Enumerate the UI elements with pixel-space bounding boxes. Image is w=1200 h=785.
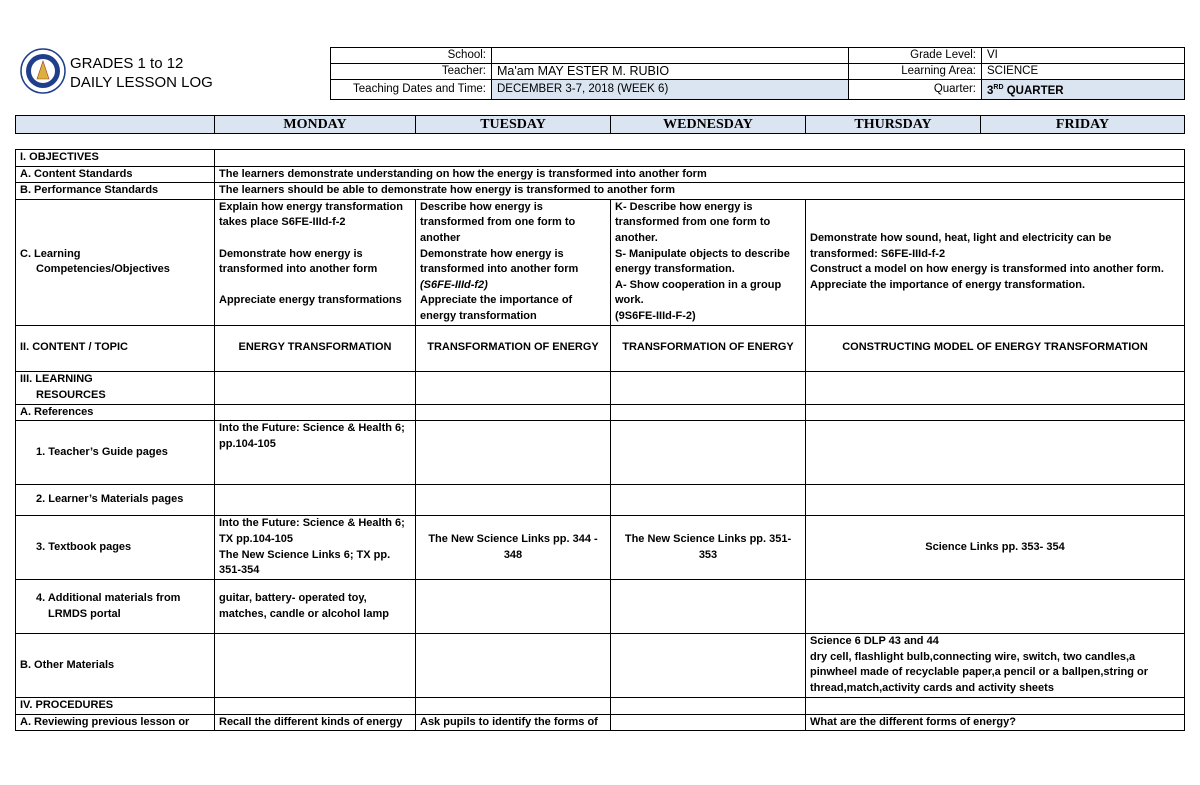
school-label: School:: [331, 48, 492, 64]
comp-mon-line: [219, 231, 411, 247]
content-monday: ENERGY TRANSFORMATION: [215, 325, 416, 371]
comp-thu-line: Construct a model on how energy is transformed into another form.: [810, 263, 1164, 276]
other-thursday-friday: [806, 634, 1185, 698]
competencies-wednesday: [611, 199, 806, 325]
teachers-guide-monday: [215, 421, 416, 485]
review-monday: Recall the different kinds of energy: [215, 714, 416, 731]
comp-wed-line: K- Describe how energy is: [615, 200, 753, 213]
comp-wed-line: transformed from one form to: [615, 216, 771, 229]
comp-mon-line: [219, 278, 411, 294]
additional-label-2: LRMDS portal: [48, 607, 121, 620]
comp-mon-line: Appreciate energy transformations: [219, 294, 402, 307]
objectives-label: I. OBJECTIVES: [16, 150, 215, 167]
procedures-monday: [215, 698, 416, 715]
teacher-value: Ma'am MAY ESTER M. RUBIO: [492, 64, 849, 80]
comp-wed-line: A- Show cooperation in a group: [615, 278, 782, 291]
comp-tue-line: another: [420, 231, 461, 244]
learners-materials-monday: [215, 485, 416, 516]
comp-tue-code: (S6FE-IIId-f2): [420, 278, 488, 291]
quarter-sup: RD: [993, 84, 1004, 91]
textbook-thursday-friday: Science Links pp. 353- 354: [806, 516, 1185, 580]
comp-tue-line: Demonstrate how energy is: [420, 247, 564, 260]
procedures-wednesday: [611, 698, 806, 715]
lesson-log-table: [15, 149, 1185, 731]
other-thu-line: pinwheel made of recyclable paper,a pencil or a ballpen,string or: [810, 666, 1149, 679]
competencies-tuesday: [416, 199, 611, 325]
performance-standards-label: B. Performance Standards: [16, 183, 215, 200]
day-header-monday: MONDAY: [215, 116, 416, 134]
comp-wed-line: energy transformation.: [615, 263, 735, 276]
learners-materials-label: 2. Learner’s Materials pages: [16, 485, 215, 516]
tb-mon-line: TX pp.104-105: [219, 533, 293, 546]
competencies-label-2: Competencies/Objectives: [36, 263, 170, 276]
competencies-thursday-friday: [806, 199, 1185, 325]
tb-wed-line: The New Science Links pp. 351-: [624, 533, 792, 546]
review-thursday: What are the different forms of energy?: [806, 714, 1185, 731]
title-line-1: GRADES 1 to 12: [70, 55, 184, 72]
comp-wed-line: S- Manipulate objects to describe: [615, 247, 790, 260]
teachers-guide-label: 1. Teacher’s Guide pages: [16, 421, 215, 485]
log-title: [70, 54, 213, 92]
resources-label-1: III. LEARNING: [20, 372, 93, 385]
tb-mon-line: The New Science Links 6; TX pp.: [219, 548, 391, 561]
grade-value: VI: [982, 48, 1185, 64]
learners-materials-tuesday: [416, 485, 611, 516]
textbook-wednesday: [611, 516, 806, 580]
references-tuesday: [416, 404, 611, 421]
quarter-word: QUARTER: [1003, 84, 1064, 97]
references-monday: [215, 404, 416, 421]
tb-mon-line: 351-354: [219, 564, 260, 577]
grade-label: Grade Level:: [849, 48, 982, 64]
resources-thursday: [806, 371, 1185, 404]
procedures-tuesday: [416, 698, 611, 715]
tg-mon-line: Into the Future: Science & Health 6;: [219, 422, 405, 435]
dates-label: Teaching Dates and Time:: [331, 80, 492, 100]
textbook-tuesday: [416, 516, 611, 580]
learners-materials-thursday: [806, 485, 1185, 516]
teachers-guide-tuesday: [416, 421, 611, 485]
textbook-pages-label: 3. Textbook pages: [16, 516, 215, 580]
content-tuesday: TRANSFORMATION OF ENERGY: [416, 325, 611, 371]
competencies-label-1: C. Learning: [20, 247, 81, 260]
resources-tuesday: [416, 371, 611, 404]
resources-wednesday: [611, 371, 806, 404]
comp-thu-line: Appreciate the importance of energy transformation.: [810, 278, 1086, 291]
add-mon-line: matches, candle or alcohol lamp: [219, 607, 389, 620]
deped-seal-logo: [20, 48, 66, 94]
other-wednesday: [611, 634, 806, 698]
learning-resources-label: [16, 371, 215, 404]
comp-tue-line: transformed into another form: [420, 263, 579, 276]
other-thu-line: dry cell, flashlight bulb,connecting wire, switch, two candles,a: [810, 650, 1136, 663]
dates-value: DECEMBER 3-7, 2018 (WEEK 6): [492, 80, 849, 100]
comp-tue-line: Describe how energy is: [420, 200, 543, 213]
comp-wed-line: another.: [615, 231, 658, 244]
day-header-thursday: THURSDAY: [806, 116, 981, 134]
content-thursday-friday: CONSTRUCTING MODEL OF ENERGY TRANSFORMATION: [806, 325, 1185, 371]
tb-tue-line: 348: [503, 548, 523, 561]
additional-thursday: [806, 580, 1185, 634]
other-materials-label: B. Other Materials: [16, 634, 215, 698]
review-label: A. Reviewing previous lesson or: [16, 714, 215, 731]
references-label: A. References: [16, 404, 215, 421]
comp-thu-line: transformed: S6FE-IIId-f-2: [810, 247, 946, 260]
procedures-thursday: [806, 698, 1185, 715]
content-standards-label: A. Content Standards: [16, 166, 215, 183]
area-value: SCIENCE: [982, 64, 1185, 80]
tb-tue-line: The New Science Links pp. 344 -: [428, 533, 598, 546]
content-wednesday: TRANSFORMATION OF ENERGY: [611, 325, 806, 371]
day-header-blank: [16, 116, 215, 134]
tg-mon-line: pp.104-105: [219, 437, 276, 450]
additional-wednesday: [611, 580, 806, 634]
performance-standards-value: The learners should be able to demonstrate how energy is transformed to another form: [215, 183, 1185, 200]
references-thursday: [806, 404, 1185, 421]
comp-mon-line: takes place S6FE-IIId-f-2: [219, 216, 346, 229]
day-header-wednesday: WEDNESDAY: [611, 116, 806, 134]
quarter-label: Quarter:: [849, 80, 982, 100]
comp-tue-line: Appreciate the importance of: [420, 294, 573, 307]
title-line-2: DAILY LESSON LOG: [70, 74, 213, 91]
teachers-guide-thursday: [806, 421, 1185, 485]
resources-label-2: RESOURCES: [36, 388, 106, 401]
content-topic-label: II. CONTENT / TOPIC: [16, 325, 215, 371]
additional-label-1: 4. Additional materials from: [36, 592, 181, 605]
learners-materials-wednesday: [611, 485, 806, 516]
school-value: [492, 48, 849, 64]
comp-thu-line: Demonstrate how sound, heat, light and electricity can be: [810, 231, 1112, 244]
textbook-monday: [215, 516, 416, 580]
competencies-label: [16, 199, 215, 325]
comp-tue-line: transformed from one form to: [420, 216, 576, 229]
competencies-monday: [215, 199, 416, 325]
add-mon-line: guitar, battery- operated toy,: [219, 592, 367, 605]
other-monday: [215, 634, 416, 698]
other-thu-line: Science 6 DLP 43 and 44: [810, 635, 939, 648]
procedures-label: IV. PROCEDURES: [16, 698, 215, 715]
area-label: Learning Area:: [849, 64, 982, 80]
teachers-guide-wednesday: [611, 421, 806, 485]
day-header-table: [15, 115, 1185, 134]
info-table: [330, 47, 1185, 100]
additional-materials-label: [16, 580, 215, 634]
comp-wed-line: (9S6FE-IIId-F-2): [615, 309, 696, 322]
tb-mon-line: Into the Future: Science & Health 6;: [219, 517, 405, 530]
comp-mon-line: transformed into another form: [219, 263, 378, 276]
objectives-cell: [215, 150, 1185, 167]
resources-monday: [215, 371, 416, 404]
tb-wed-line: 353: [698, 548, 718, 561]
references-wednesday: [611, 404, 806, 421]
comp-mon-line: Explain how energy transformation: [219, 200, 403, 213]
comp-mon-line: Demonstrate how energy is: [219, 247, 363, 260]
additional-tuesday: [416, 580, 611, 634]
teacher-label: Teacher:: [331, 64, 492, 80]
additional-monday: [215, 580, 416, 634]
other-tuesday: [416, 634, 611, 698]
quarter-num: 3: [987, 84, 994, 97]
quarter-value: [982, 80, 1185, 100]
review-wednesday: [611, 714, 806, 731]
content-standards-value: The learners demonstrate understanding on how the energy is transformed into another form: [215, 166, 1185, 183]
review-tuesday: Ask pupils to identify the forms of: [416, 714, 611, 731]
day-header-friday: FRIDAY: [981, 116, 1185, 134]
day-header-tuesday: TUESDAY: [416, 116, 611, 134]
comp-wed-line: work.: [615, 294, 644, 307]
other-thu-line: thread,match,activity cards and activity sheets: [810, 681, 1054, 694]
comp-tue-line: energy transformation: [420, 309, 537, 322]
